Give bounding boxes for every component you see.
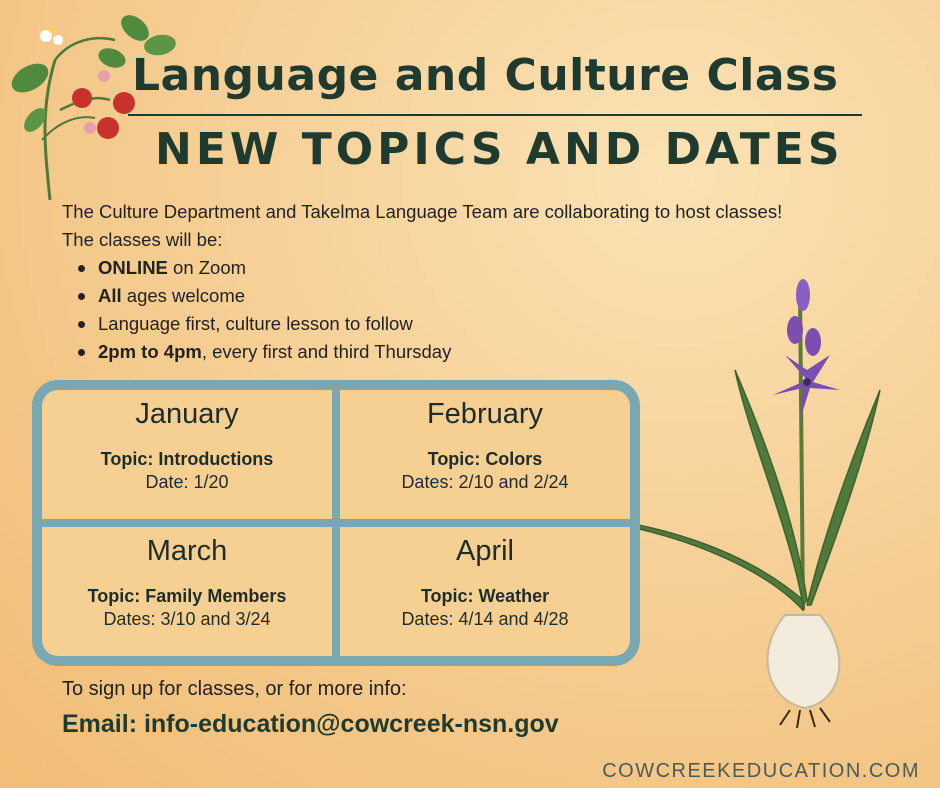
topic-label: Topic: Weather <box>420 586 550 606</box>
signup-text: To sign up for classes, or for more info: <box>62 678 407 700</box>
list-item: All ages welcome <box>76 282 902 310</box>
intro-line: The Culture Department and Takelma Language Team are collaborating to host classes! <box>62 201 783 222</box>
month-label: March <box>146 535 228 567</box>
month-label: January <box>135 398 239 430</box>
dates-label: Dates: 4/14 and 4/28 <box>401 609 569 629</box>
schedule-cell-april <box>340 527 630 656</box>
schedule-cell-march <box>42 527 332 656</box>
dates-label: Dates: 2/10 and 2/24 <box>401 472 569 492</box>
list-item: ONLINE on Zoom <box>76 254 902 282</box>
page-subtitle: NEW TOPICS AND DATES <box>155 124 844 175</box>
list-item: Language first, culture lesson to follow <box>76 310 902 338</box>
topic-label: Topic: Colors <box>427 449 543 469</box>
contact-email: Email: info-education@cowcreek-nsn.gov <box>62 710 559 738</box>
intro-section <box>62 198 902 366</box>
schedule-grid <box>32 380 640 666</box>
month-label: April <box>455 535 514 567</box>
schedule-cell-january <box>42 390 332 519</box>
month-label: February <box>426 398 544 430</box>
list-item: 2pm to 4pm, every first and third Thursday <box>76 338 902 366</box>
dates-label: Date: 1/20 <box>145 472 229 492</box>
dates-label: Dates: 3/10 and 3/24 <box>103 609 271 629</box>
website-url: COWCREEKEDUCATION.COM <box>602 760 920 782</box>
page-title: Language and Culture Class <box>132 50 839 101</box>
topic-label: Topic: Introductions <box>100 449 274 469</box>
title-divider <box>128 114 862 116</box>
topic-label: Topic: Family Members <box>87 586 287 606</box>
schedule-cell-february <box>340 390 630 519</box>
details-list <box>62 254 902 366</box>
intro-line: The classes will be: <box>62 229 223 250</box>
